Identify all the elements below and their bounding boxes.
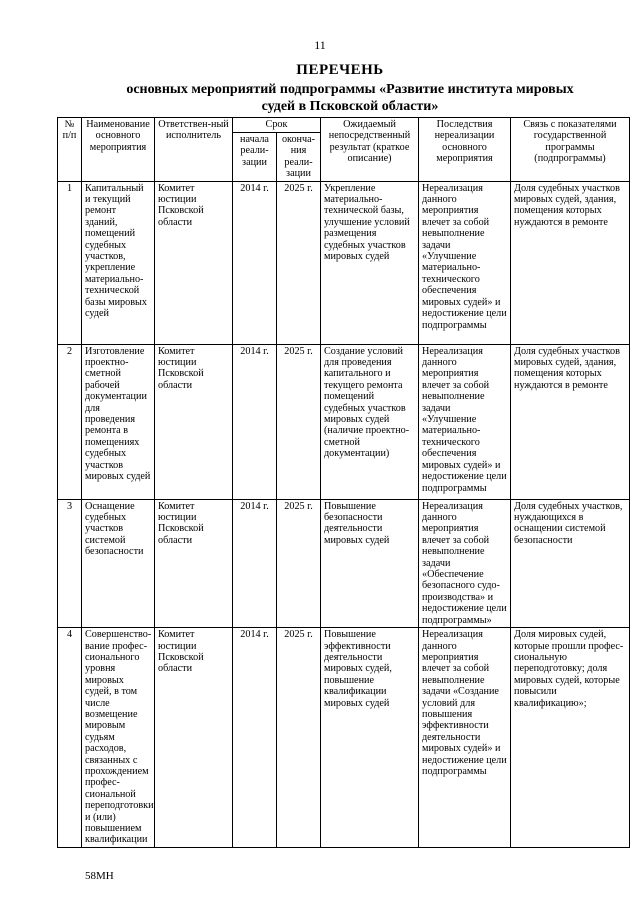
cell-name: Совершенство-вание профес-сионального уровня мировых судей, в том числе возмещение мировым судьям расходов, связанных с прохождением профес-сиональной переподготовки и (или) повышением квалификации (82, 628, 155, 848)
activities-table (57, 117, 630, 848)
cell-end: 2025 г. (277, 499, 321, 627)
page-number: 11 (314, 38, 326, 52)
cell-consequences: Нереализация данного мероприятия влечет за собой невыполнение задачи «Улучшение материально-технического обеспечения мировых судей» и недостижение цели подпрограммы (419, 344, 511, 499)
header-link: Связь с показателями государственной программы (подпрограммы) (511, 118, 630, 182)
header-term-end: оконча-ния реали-зации (277, 133, 321, 182)
document-subtitle (60, 81, 640, 115)
cell-num: 3 (58, 499, 82, 627)
header-result: Ожидаемый непосредственный результат (краткое описание) (321, 118, 419, 182)
cell-consequences: Нереализация данного мероприятия влечет за собой невыполнение задачи «Улучшение материально-технического обеспечения мировых судей» и недостижение цели подпрограммы (419, 181, 511, 344)
table-row (58, 181, 630, 344)
cell-executor: Комитет юстиции Псковской области (155, 628, 233, 848)
cell-name: Капитальный и текущий ремонт зданий, помещений судебных участков, укрепление материально-технической базы мировых судей (82, 181, 155, 344)
cell-consequences: Нереализация данного мероприятия влечет за собой невыполнение задачи «Обеспечение безопасного судо-производства» и недостижение цели подпрограммы» (419, 499, 511, 627)
cell-start: 2014 г. (233, 181, 277, 344)
cell-link: Доля судебных участков мировых судей, здания, помещения которых нуждаются в ремонте (511, 181, 630, 344)
header-term-start: начала реали-зации (233, 133, 277, 182)
cell-end: 2025 г. (277, 628, 321, 848)
subtitle-line-2: судей в Псковской области» (261, 99, 439, 114)
cell-link: Доля судебных участков, нуждающихся в оснащении системой безопасности (511, 499, 630, 627)
document-title: ПЕРЕЧЕНЬ (296, 62, 384, 78)
cell-result: Создание условий для проведения капитального и текущего ремонта помещений судебных участков мировых судей (наличие проектно-сметной документации) (321, 344, 419, 499)
cell-executor: Комитет юстиции Псковской области (155, 181, 233, 344)
header-consequences: Последствия нереализации основного мероприятия (419, 118, 511, 182)
cell-num: 4 (58, 628, 82, 848)
cell-end: 2025 г. (277, 181, 321, 344)
cell-start: 2014 г. (233, 344, 277, 499)
cell-num: 2 (58, 344, 82, 499)
cell-name: Оснащение судебных участков системой безопасности (82, 499, 155, 627)
cell-name: Изготовление проектно-сметной рабочей документации для проведения ремонта в помещениях судебных участков мировых судей (82, 344, 155, 499)
cell-result: Повышение эффективности деятельности мировых судей, повышение квалификации мировых судей (321, 628, 419, 848)
footer-code: 58МН (85, 870, 114, 882)
cell-result: Повышение безопасности деятельности мировых судей (321, 499, 419, 627)
table-row (58, 499, 630, 627)
cell-num: 1 (58, 181, 82, 344)
subtitle-line-1: основных мероприятий подпрограммы «Развитие института мировых (126, 82, 574, 97)
header-name: Наименование основного мероприятия (82, 118, 155, 182)
cell-executor: Комитет юстиции Псковской области (155, 499, 233, 627)
cell-end: 2025 г. (277, 344, 321, 499)
table-row (58, 628, 630, 848)
cell-start: 2014 г. (233, 499, 277, 627)
table-header-row (58, 118, 630, 133)
header-executor: Ответствен-ный исполнитель (155, 118, 233, 182)
cell-start: 2014 г. (233, 628, 277, 848)
cell-link: Доля судебных участков мировых судей, здания, помещения которых нуждаются в ремонте (511, 344, 630, 499)
header-num: № п/п (58, 118, 82, 182)
header-term: Срок (233, 118, 321, 133)
cell-executor: Комитет юстиции Псковской области (155, 344, 233, 499)
cell-result: Укрепление материально-технической базы, улучшение условий размещения судебных участков мировых судей (321, 181, 419, 344)
cell-link: Доля мировых судей, которые прошли профес-сиональную переподготовку; доля мировых судей, которые повысили квалификацию»; (511, 628, 630, 848)
cell-consequences: Нереализация данного мероприятия влечет за собой невыполнение задачи «Создание условий для повышения эффективности деятельности мировых судей» и недостижение цели подпрограммы (419, 628, 511, 848)
table-row (58, 344, 630, 499)
